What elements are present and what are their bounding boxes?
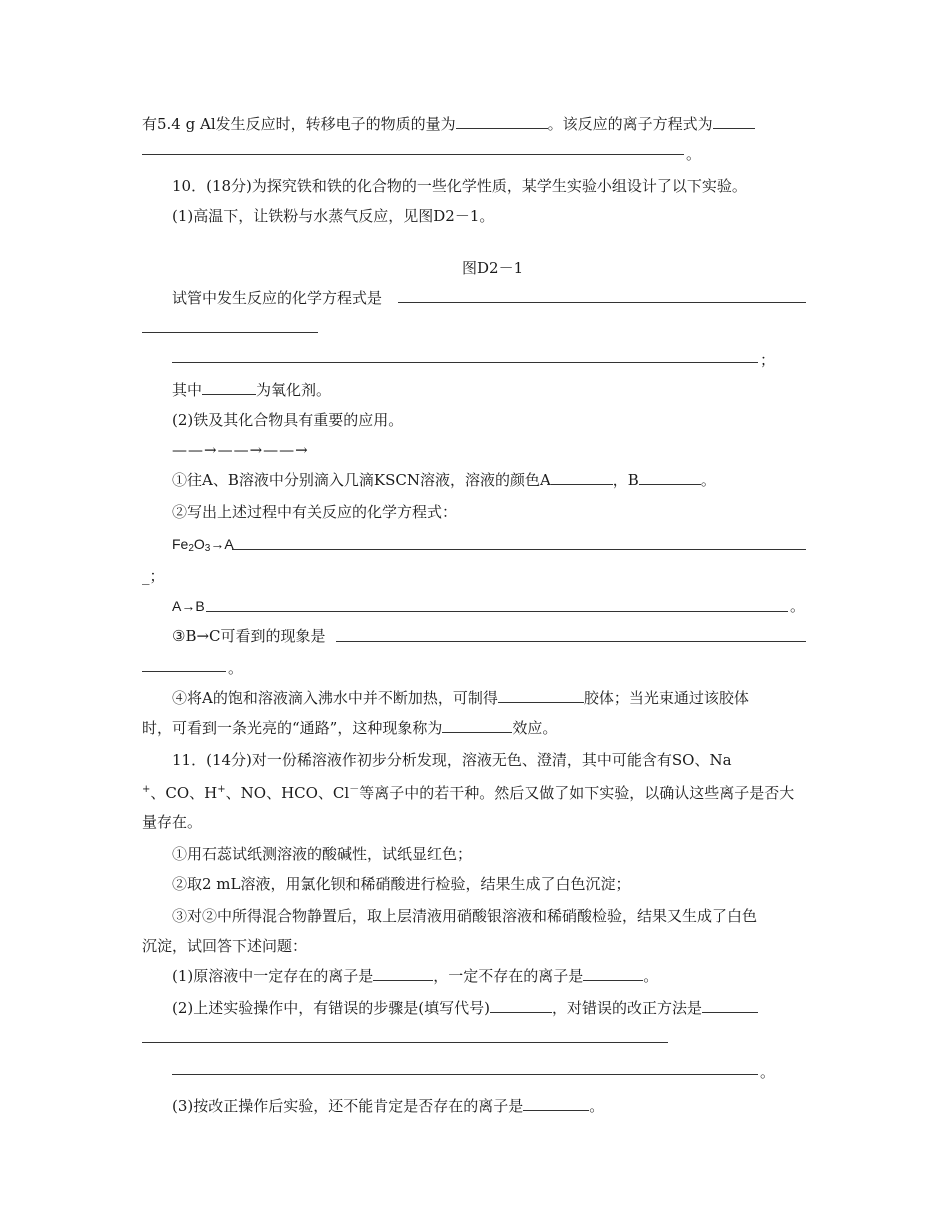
- oxidizer-prompt: 其中: [172, 381, 203, 399]
- answer-blank[interactable]: [702, 998, 758, 1013]
- continuation: _；: [142, 567, 165, 585]
- period: 。: [700, 471, 716, 489]
- answer-line[interactable]: [142, 154, 684, 155]
- period: 。: [228, 659, 244, 677]
- b-to-c-prompt: ③B→C可看到的现象是: [172, 627, 326, 645]
- tube-reaction-prompt: 试管中发生反应的化学方程式是: [172, 289, 383, 307]
- uncertain-ion-prompt: (3)按改正操作后实验，还不能肯定是否存在的离子是: [172, 1097, 524, 1115]
- answer-line[interactable]: [206, 611, 788, 612]
- text-ionic-equation: 。该反应的离子方程式为: [547, 115, 713, 133]
- semicolon: ；: [760, 351, 776, 369]
- question-11-intro: 11．(14分)对一份稀溶液作初步分析发现，溶液无色、澄清，其中可能含有SO、Na: [172, 751, 732, 769]
- tyndall-prompt: 时，可看到一条光亮的“通路”，这种现象称为: [142, 719, 443, 737]
- text-al-electron: 有5.4 g Al发生反应时，转移电子的物质的量为: [142, 115, 456, 133]
- answer-blank[interactable]: [713, 114, 755, 129]
- answer-line[interactable]: [336, 641, 806, 642]
- period: 。: [643, 967, 659, 985]
- step-3: ③对②中所得混合物静置后，取上层清液用硝酸银溶液和稀硝酸检验，结果又生成了白色: [172, 907, 758, 925]
- answer-blank[interactable]: [373, 966, 433, 981]
- step-3-cont: 沉淀，试回答下述问题：: [142, 937, 308, 955]
- period: 。: [589, 1097, 605, 1115]
- question-10-intro: 10．(18分)为探究铁和铁的化合物的一些化学性质，某学生实验小组设计了以下实验。: [172, 177, 747, 195]
- answer-blank[interactable]: [498, 688, 584, 703]
- colloid-prompt: ④将A的饱和溶液滴入沸水中并不断加热，可制得: [172, 689, 498, 707]
- equation-prompt: ②写出上述过程中有关反应的化学方程式：: [172, 503, 458, 521]
- period: 。: [760, 1063, 776, 1081]
- kscn-prompt: ①往A、B溶液中分别滴入几滴KSCN溶液，溶液的颜色A: [172, 471, 551, 489]
- answer-line[interactable]: [172, 1074, 758, 1075]
- answer-line[interactable]: [172, 362, 758, 363]
- answer-blank[interactable]: [490, 998, 552, 1013]
- answer-line[interactable]: [232, 549, 806, 550]
- answer-blank[interactable]: [583, 966, 643, 981]
- correction-prompt: ，对错误的改正方法是: [551, 999, 702, 1017]
- question-11-cont: 量存在。: [142, 813, 203, 831]
- answer-blank[interactable]: [202, 380, 256, 395]
- colloid-light: 胶体；当光束通过该胶体: [583, 689, 749, 707]
- period: 。: [790, 597, 806, 615]
- question-10-part-1: (1)高温下，让铁粉与水蒸气反应，见图D2－1。: [172, 207, 495, 225]
- arrow-chain: ——→——→——→: [172, 441, 309, 459]
- ion-list: +、CO、H+、NO、HCO、Cl－等离子中的若干种。然后又做了如下实验，以确认这些离子是否大: [142, 784, 795, 802]
- answer-line[interactable]: [142, 332, 318, 333]
- answer-blank[interactable]: [523, 1096, 589, 1111]
- fe2o3-label: $Fe_2O_3\to A$: [172, 536, 234, 554]
- error-step-prompt: (2)上述实验操作中，有错误的步骤是(填写代号): [172, 999, 490, 1017]
- answer-line[interactable]: [142, 1042, 668, 1043]
- figure-label: 图D2－1: [462, 259, 524, 277]
- oxidizer-suffix: 为氧化剂。: [256, 381, 332, 399]
- step-1: ①用石蕊试纸测溶液的酸碱性，试纸显红色；: [172, 845, 473, 863]
- effect-suffix: 效应。: [512, 719, 558, 737]
- answer-blank[interactable]: [456, 114, 548, 129]
- kscn-b: ，B: [612, 471, 639, 489]
- answer-blank[interactable]: [442, 718, 512, 733]
- ions-absent-prompt: ，一定不存在的离子是: [433, 967, 584, 985]
- ions-present-prompt: (1)原溶液中一定存在的离子是: [172, 967, 374, 985]
- period: 。: [686, 145, 702, 163]
- step-2: ②取2 mL溶液，用氯化钡和稀硝酸进行检验，结果生成了白色沉淀；: [172, 875, 631, 893]
- answer-line[interactable]: [398, 302, 806, 303]
- a-to-b-label: A→B: [172, 598, 205, 614]
- answer-blank[interactable]: [551, 470, 613, 485]
- answer-line[interactable]: [142, 671, 226, 672]
- question-10-part-2: (2)铁及其化合物具有重要的应用。: [172, 411, 404, 429]
- answer-blank[interactable]: [639, 470, 701, 485]
